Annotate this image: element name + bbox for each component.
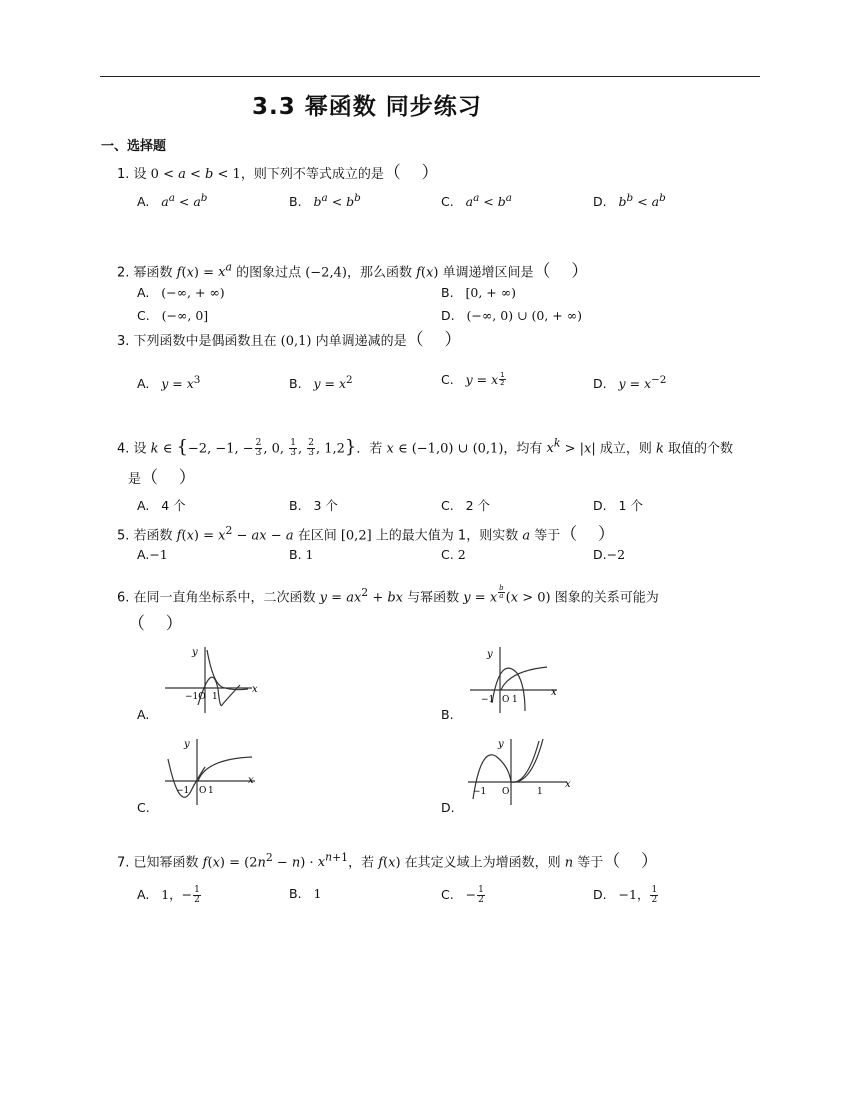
- q7-option-b[interactable]: B. 1: [289, 886, 322, 901]
- question-5: 5. 若函数 $f(x) = x^2$ − ax − a 在区间 [0,2] 上的最大值为 1，则实数 a 等于（ ）: [117, 524, 615, 545]
- graph-a: [160, 645, 260, 715]
- page-title: 3.3 幂函数 同步练习: [252, 94, 482, 120]
- q5-option-c[interactable]: C. 2: [441, 547, 466, 562]
- svg-text:y: y: [498, 739, 504, 750]
- svg-text:y: y: [192, 647, 198, 658]
- svg-text:x: x: [551, 687, 557, 698]
- q3-option-a[interactable]: A. $y = x^3$: [137, 374, 201, 392]
- q6-option-a[interactable]: A.: [137, 707, 150, 722]
- q1-option-b[interactable]: B. $b^a < b^b$: [289, 192, 361, 210]
- svg-text:−1O: −1O: [185, 692, 206, 702]
- graph-b: [465, 645, 565, 715]
- question-1: 1. 设 0 < a < b < 1，则下列不等式成立的是（ ）: [117, 163, 439, 183]
- svg-text:O: O: [199, 786, 207, 796]
- svg-text:y: y: [487, 649, 493, 660]
- question-2: 2. 幂函数 $f(x) = x^a$ 的图象过点 (−2,4)，那么函数 f(x) 单调递增区间是（ ）: [117, 261, 589, 282]
- section-heading: 一、选择题: [101, 139, 167, 154]
- svg-text:1: 1: [512, 695, 518, 705]
- svg-text:x: x: [565, 779, 571, 790]
- q4-option-d[interactable]: D. 1 个: [593, 498, 643, 513]
- q6-option-b[interactable]: B.: [441, 707, 454, 722]
- svg-text:O: O: [502, 695, 510, 705]
- svg-text:x: x: [248, 775, 254, 786]
- q2-option-b[interactable]: B. [0, + ∞): [441, 285, 516, 300]
- q2-option-c[interactable]: C. (−∞, 0]: [137, 308, 209, 323]
- top-rule: [100, 76, 760, 77]
- graph-d: [465, 737, 575, 807]
- q3-option-b[interactable]: B. $y = x^2$: [289, 374, 353, 392]
- q3-option-d[interactable]: D. $y = x^{-2}$: [593, 374, 667, 392]
- svg-text:−1: −1: [473, 787, 487, 797]
- q7-option-c[interactable]: C. − $\frac{1}{2}$: [441, 885, 484, 905]
- svg-text:1: 1: [537, 787, 543, 797]
- q7-option-a[interactable]: A. 1，− $\frac{1}{2}$: [137, 885, 200, 905]
- question-6-cont: （ ）: [128, 614, 183, 634]
- svg-text:x: x: [252, 684, 258, 695]
- question-7: 7. 已知幂函数 $f(x) = (2n^2 - n) \cdot x^{n+1}$，若 f(x) 在其定义域上为增函数，则 n 等于（ ）: [117, 851, 658, 872]
- question-3: 3. 下列函数中是偶函数且在 (0,1) 内单调递减的是（ ）: [117, 330, 462, 350]
- question-6: 6. 在同一直角坐标系中，二次函数 $y = ax^2$ + bx 与幂函数 y = x $^{\frac{b}{a}}$ (x > 0) 图象的关系可能为: [117, 584, 659, 606]
- svg-text:−1: −1: [481, 695, 495, 705]
- q1-option-d[interactable]: D. $b^b < a^b$: [593, 192, 666, 210]
- q6-option-d[interactable]: D.: [441, 800, 455, 815]
- q5-option-b[interactable]: B. 1: [289, 547, 314, 562]
- question-4: 4. 设 k ∈ {−2, −1, − $\frac{2}{3}$ , 0, $\frac{1}{3}$ , $\frac{2}{3}$ , 1,2}．若 x ∈ (−1,0) ∪ (0,1)，均有 $x^k > |x|$ 成立，则 k 取值的个数: [117, 436, 734, 459]
- svg-text:−1: −1: [176, 786, 190, 796]
- q4-option-a[interactable]: A. 4 个: [137, 498, 186, 513]
- q3-option-c[interactable]: C. y = x $^{\frac{1}{2}}$: [441, 371, 505, 387]
- q2-option-a[interactable]: A. (−∞, + ∞): [137, 285, 225, 300]
- q4-option-b[interactable]: B. 3 个: [289, 498, 338, 513]
- q5-option-d[interactable]: D.−2: [593, 547, 626, 562]
- q5-option-a[interactable]: A.−1: [137, 547, 168, 562]
- q4-option-c[interactable]: C. 2 个: [441, 498, 491, 513]
- q7-option-d[interactable]: D. −1， $\frac{1}{2}$: [593, 885, 658, 905]
- svg-text:O: O: [502, 787, 510, 797]
- svg-text:1: 1: [212, 692, 218, 702]
- svg-text:1: 1: [208, 786, 214, 796]
- q1-option-a[interactable]: A. $a^a < a^b$: [137, 192, 208, 210]
- svg-text:y: y: [184, 739, 190, 750]
- graph-c: [160, 737, 260, 807]
- q6-option-c[interactable]: C.: [137, 800, 150, 815]
- question-4-cont: 是（ ）: [128, 468, 196, 488]
- q1-option-c[interactable]: C. $a^a < b^a$: [441, 192, 512, 210]
- q2-option-d[interactable]: D. (−∞, 0) ∪ (0, + ∞): [441, 308, 583, 323]
